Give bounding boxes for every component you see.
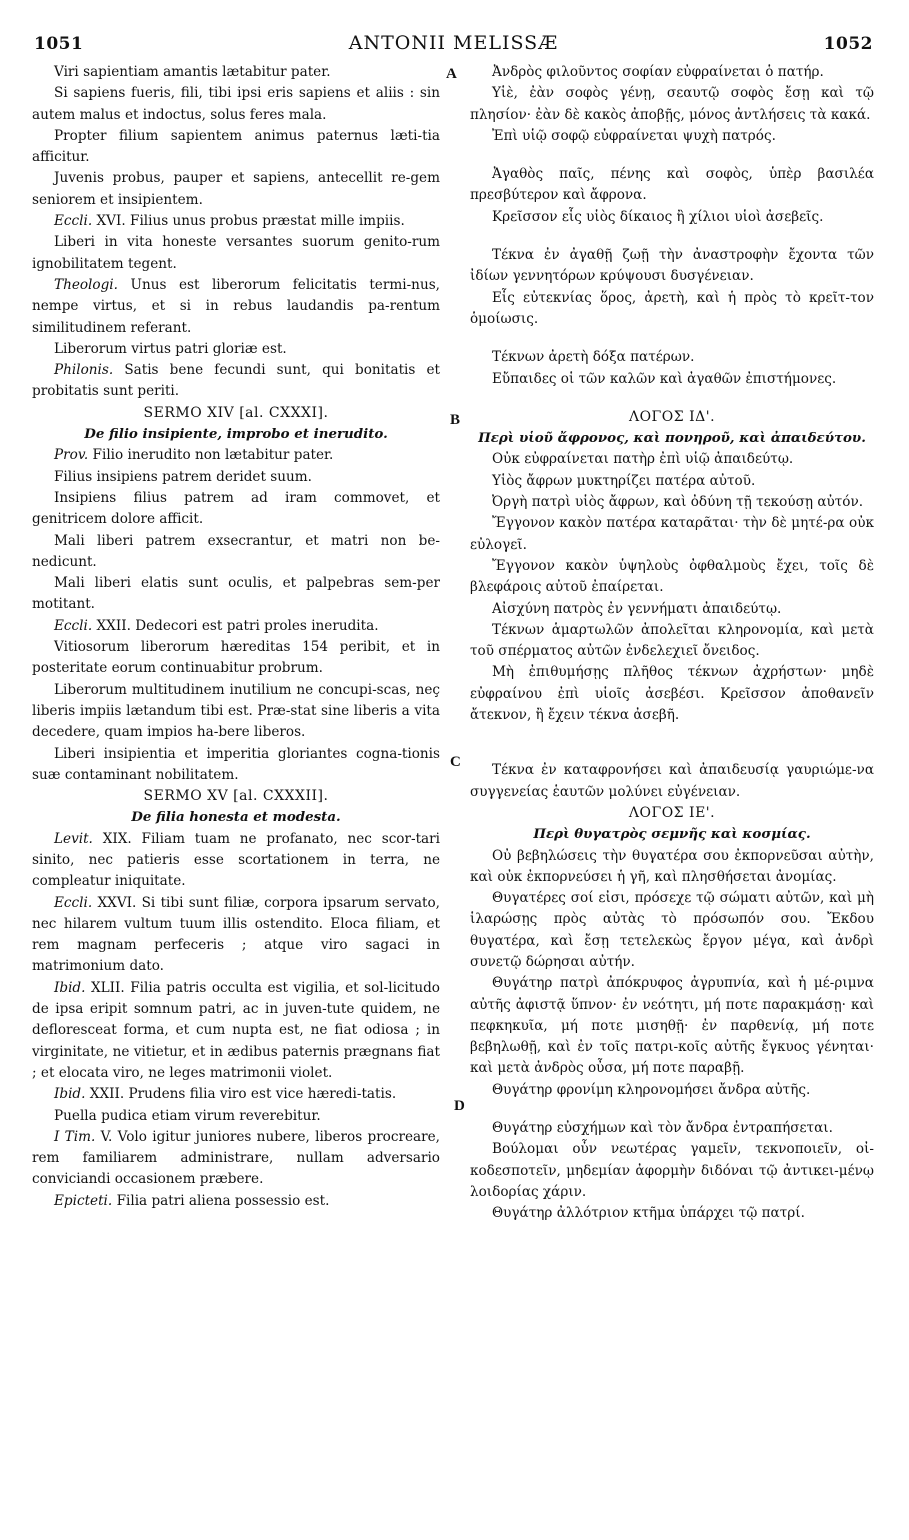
text-paragraph [32, 211, 440, 232]
text-paragraph [32, 829, 440, 893]
source-citation: Ibid. [54, 1086, 86, 1103]
paragraph-text: Viri sapientiam amantis lætabitur pater. [54, 64, 331, 80]
text-paragraph [470, 513, 874, 556]
text-paragraph [32, 531, 440, 574]
paragraph-text: Θυγάτηρ ἀλλότριον κτῆμα ὑπάρχει τῷ πατρί. [492, 1205, 805, 1222]
text-paragraph [32, 275, 440, 339]
text-paragraph [32, 62, 440, 83]
running-title: ANTONII MELISSÆ [348, 32, 559, 54]
paragraph-text: Κρεῖσσον εἷς υἱὸς δίκαιος ἢ χίλιοι υἱοὶ ἀσεβεῖς. [492, 208, 824, 225]
paragraph-text: V. Volo igitur juniores nubere, liberos procreare, rem familiarem administrare, nullam adversario conviciandi occasionem præbere. [32, 1128, 440, 1188]
text-paragraph [32, 1191, 440, 1212]
sermon-subtitle: Περὶ υἱοῦ ἄφρονος, καὶ πονηροῦ, καὶ ἀπαιδεύτου. [478, 430, 866, 447]
paragraph-text: Ἀγαθὸς παῖς, πένης καὶ σοφὸς, ὑπὲρ βασιλέα πρεσβύτερον καὶ ἄφρονα. [470, 166, 874, 204]
paragraph-text: Υἱὲ, ἐὰν σοφὸς γένῃ, σεαυτῷ σοφὸς ἔσῃ καὶ τῷ πλησίον· ἐὰν δὲ κακὸς ἀποβῇς, μόνος ἀντλήσεις τὰ κακά. [470, 85, 874, 123]
text-paragraph [32, 1084, 440, 1105]
sermon-subtitle: Περὶ θυγατρὸς σεμνῆς καὶ κοσμίας. [533, 826, 811, 843]
paragraph-text: Θυγάτηρ εὐσχήμων καὶ τὸν ἄνδρα ἐντραπήσεται. [492, 1120, 833, 1137]
paragraph-text: Liberorum multitudinem inutilium ne concupi-scas, neç liberis impiis lætandum tibi est. Præ-stat sine liberis a vita decedere, quam impios ha-bere liberos. [32, 681, 440, 741]
text-paragraph [470, 369, 874, 390]
text-paragraph [32, 232, 440, 275]
paragraph-text: Τέκνων ἁμαρτωλῶν ἀπολεῖται κληρονομία, καὶ μετὰ τοῦ σπέρματος αὐτῶν ἐνδελεχιεῖ ὄνειδος. [470, 621, 874, 660]
paragraph-text: Μὴ ἐπιθυμήσῃς πλῆθος τέκνων ἀχρήστων· μηδὲ εὐφραίνου ἐπὶ υἱοῖς ἀσεβέσι. Κρεῖσσον ἀποθανεῖν ἄτεκνον, ἢ ἔχειν τέκνα ἀσεβῆ. [470, 664, 874, 724]
paragraph-text: Υἱὸς ἄφρων μυκτηρίζει πατέρα αὐτοῦ. [492, 472, 756, 489]
page-header [34, 28, 873, 54]
paragraph-text: Liberorum virtus patri gloriæ est. [54, 340, 287, 357]
text-paragraph [32, 893, 440, 978]
text-paragraph [470, 556, 874, 599]
paragraph-text: Αἰσχύνη πατρὸς ἐν γεννήματι ἀπαιδεύτῳ. [492, 600, 782, 617]
paragraph-text: Ἔγγονον κακὸν ὑψηλοὺς ὀφθαλμοὺς ἔχει, τοῖς δὲ βλεφάροις αὐτοῦ ἐπαίρεται. [470, 557, 874, 596]
paragraph-text: Insipiens filius patrem ad iram commovet, et genitricem dolore afficit. [32, 489, 440, 528]
paragraph-text: Puella pudica etiam virum reverebitur. [54, 1107, 321, 1124]
text-paragraph [470, 888, 874, 973]
sermon-heading: ΛΟΓΟΣ ΙΔ'. [628, 408, 716, 425]
source-citation: Eccli. [54, 617, 93, 634]
latin-column [32, 62, 440, 1212]
text-paragraph [32, 616, 440, 637]
source-citation: Levit. [54, 830, 93, 847]
spacer [470, 228, 874, 245]
source-citation: Eccli. [54, 213, 93, 230]
paragraph-text: Θυγάτηρ φρονίμη κληρονομήσει ἄνδρα αὐτῆς. [492, 1081, 811, 1098]
text-paragraph [470, 83, 874, 126]
paragraph-text: XXVI. Si tibi sunt filiæ, corpora ipsarum servato, nec hilarem vultum tuum illis ostendito. Eloca filiam, et rem magnam perfeceris ; atque viro sagaci in matrimonium dato. [32, 894, 440, 975]
paragraph-text: Οὐκ εὐφραίνεται πατὴρ ἐπὶ υἱῷ ἀπαιδεύτῳ. [492, 451, 794, 468]
source-citation: Epicteti. [54, 1192, 113, 1209]
text-paragraph [470, 449, 874, 470]
text-paragraph [470, 126, 874, 147]
paragraph-text: Εὔπαιδες οἱ τῶν καλῶν καὶ ἀγαθῶν ἐπιστήμονες. [492, 370, 837, 387]
paragraph-text: XIX. Filiam tuam ne profanato, nec scor-tari sinito, nec patieris esse scortationem in terra, ne compleatur iniquitate. [32, 830, 440, 890]
paragraph-text: Τέκνα ἐν καταφρονήσει καὶ ἀπαιδευσίᾳ γαυριώμε-να συγγενείας ἑαυτῶν μολύνει εὐγένειαν. [470, 762, 874, 800]
text-paragraph [470, 245, 874, 288]
paragraph-text: Mali liberi elatis sunt oculis, et palpebras sem-per motitant. [32, 575, 440, 613]
text-paragraph [470, 599, 874, 620]
text-paragraph [32, 360, 440, 403]
paragraph-text: Filius insipiens patrem deridet suum. [54, 468, 312, 485]
paragraph-text: Ὀργὴ πατρὶ υἱὸς ἄφρων, καὶ ὀδύνη τῇ τεκούσῃ αὐτόν. [492, 494, 864, 511]
text-paragraph [32, 83, 440, 126]
text-paragraph [470, 62, 874, 83]
paragraph-text: Τέκνα ἐν ἀγαθῇ ζωῇ τὴν ἀναστροφὴν ἔχοντα τῶν ἰδίων γεννητόρων κρύψουσι δυσγένειαν. [470, 247, 874, 285]
margin-mark-b: B [450, 412, 461, 428]
source-citation: Ibid. [54, 979, 86, 996]
paragraph-text: Θυγάτηρ πατρὶ ἀπόκρυφος ἀγρυπνία, καὶ ἡ μέ-ριμνα αὐτῆς ἀφιστᾷ ὕπνον· ἐν νεότητι, μή ποτε παρακμάσῃ· καὶ πεφκηκυῖα, μή ποτε μισηθῇ· ἐν παρθενίᾳ, μή ποτε βεβηλωθῇ, καὶ ἐν τοῖς πατρι-κοῖς αὐτῆς ἔγκυος γένηται· καὶ μετὰ ἀνδρὸς οὖσα, μή ποτε παραβῇ. [470, 975, 874, 1077]
paragraph-text: Ἔγγονον κακὸν πατέρα καταρᾶται· τὴν δὲ μητέ-ρα οὐκ εὐλογεῖ. [470, 515, 874, 553]
paragraph-text: Τέκνων ἀρετὴ δόξα πατέρων. [492, 349, 695, 366]
text-paragraph [32, 168, 440, 211]
right-page-number: 1052 [823, 34, 873, 54]
text-paragraph [32, 637, 440, 680]
source-citation: Eccli. [54, 894, 93, 911]
text-paragraph [32, 126, 440, 169]
text-paragraph [32, 744, 440, 787]
paragraph-text: Βούλομαι οὖν νεωτέρας γαμεῖν, τεκνοποιεῖν, οἰ-κοδεσποτεῖν, μηδεμίαν ἀφορμὴν διδόναι τῷ ἀντικει-μένῳ λοιδορίας χάριν. [470, 1141, 874, 1200]
text-paragraph [32, 978, 440, 1084]
text-paragraph [470, 1080, 874, 1101]
text-paragraph [470, 471, 874, 492]
paragraph-text: Liberi in vita honeste versantes suorum genito-rum ignobilitatem tegent. [32, 234, 440, 272]
text-paragraph [470, 973, 874, 1079]
paragraph-text: Juvenis probus, pauper et sapiens, antecellit re-gem seniorem et insipientem. [32, 170, 440, 208]
text-paragraph [470, 846, 874, 889]
left-page-number: 1051 [34, 34, 84, 54]
source-citation: Philonis. [54, 362, 114, 379]
paragraph-text: Ἀνδρὸς φιλοῦντος σοφίαν εὐφραίνεται ὁ πατήρ. [492, 64, 824, 80]
source-citation: Prov. [54, 447, 89, 464]
paragraph-text: Mali liberi patrem exsecrantur, et matri non be-nedicunt. [32, 532, 440, 570]
sermon-subtitle: De filia honesta et modesta. [131, 809, 341, 826]
greek-column [470, 62, 874, 1225]
paragraph-text: XXII. Prudens filia viro est vice hæredi-tatis. [89, 1086, 397, 1103]
spacer [470, 726, 874, 760]
paragraph-text: Ἐπὶ υἱῷ σοφῷ εὐφραίνεται ψυχὴ πατρός. [492, 127, 776, 144]
margin-mark-d: D [454, 1098, 465, 1114]
text-paragraph [470, 662, 874, 726]
text-paragraph [32, 488, 440, 531]
paragraph-text: Propter filium sapientem animus paternus læti-tia afficitur. [32, 127, 440, 166]
paragraph-text: Οὐ βεβηλώσεις τὴν θυγατέρα σου ἐκπορνεῦσαι αὐτὴν, καὶ οὐκ ἐκπορνεύσει ἡ γῆ, καὶ πλησθήσεται ἀνομίας. [470, 847, 874, 885]
margin-mark-a: A [446, 66, 457, 82]
sermon-heading: SERMO XV [al. CXXXII]. [143, 788, 329, 805]
text-paragraph [470, 492, 874, 513]
paragraph-text: XLII. Filia patris occulta est vigilia, et sol-licitudo de ipsa eripit somnum patri, ac in juven-tute quidem, ne defloresceat forma, et cum nupta est, ne fiat odiosa ; in virginitate, ne vitietur, et in ædibus paternis prægnans fiat ; et elocata viro, ne leges matrimonii violet. [32, 979, 440, 1081]
text-paragraph [32, 1127, 440, 1191]
sermon-subtitle: De filio insipiente, improbo et inerudito. [84, 426, 388, 443]
text-paragraph [470, 347, 874, 368]
paragraph-text: Εἷς εὐτεκνίας ὅρος, ἀρετὴ, καὶ ἡ πρὸς τὸ κρεῖτ-τον ὁμοίωσις. [470, 289, 874, 327]
text-paragraph [32, 445, 440, 466]
text-paragraph [470, 288, 874, 331]
text-paragraph [32, 1106, 440, 1127]
paragraph-text: Θυγατέρες σοί εἰσι, πρόσεχε τῷ σώματι αὐτῶν, καὶ μὴ ἱλαρώσῃς πρὸς αὐτὰς τὸ πρόσωπόν σου. Ἔκδου θυγατέρα, καὶ ἔσῃ τετελεκὼς ἔργον μέγα, καὶ ἀνδρὶ συνετῷ δώρησαι αὐτήν. [470, 890, 874, 970]
text-paragraph [32, 680, 440, 744]
paragraph-text: Unus est liberorum felicitatis termi-nus, nempe virtus, et si in rebus laudandis pa-rentum similitudinem referant. [32, 276, 440, 336]
paragraph-text: XVI. Filius unus probus præstat mille impiis. [96, 213, 405, 230]
text-paragraph [32, 467, 440, 488]
text-paragraph [32, 573, 440, 616]
text-paragraph [470, 164, 874, 207]
paragraph-text: Filio inerudito non lætabitur pater. [92, 447, 334, 464]
paragraph-text: Si sapiens fueris, fili, tibi ipsi eris sapiens et aliis : sin autem malus et indoctus, solus feres mala. [32, 85, 440, 123]
paragraph-text: Vitiosorum liberorum hæreditas 154 peribit, et in posteritate eorum continuabitur probrum. [32, 639, 440, 677]
text-paragraph [470, 1118, 874, 1139]
margin-mark-c: C [450, 754, 461, 770]
text-paragraph [470, 760, 874, 803]
paragraph-text: Filia patri aliena possessio est. [116, 1192, 330, 1209]
sermon-heading: ΛΟΓΟΣ ΙΕ'. [628, 804, 716, 821]
source-citation: Theologi. [54, 276, 118, 293]
text-paragraph [32, 339, 440, 360]
paragraph-text: Liberi insipientia et imperitia gloriantes cogna-tionis suæ contaminant nobilitatem. [32, 745, 440, 783]
text-paragraph [470, 620, 874, 663]
text-paragraph [470, 1139, 874, 1203]
paragraph-text: Satis bene fecundi sunt, qui bonitatis et probitatis sunt periti. [32, 362, 440, 400]
sermon-heading: SERMO XIV [al. CXXXI]. [143, 404, 329, 421]
spacer [470, 390, 874, 407]
spacer [470, 1101, 874, 1118]
paragraph-text: XXII. Dedecori est patri proles inerudita. [96, 617, 379, 634]
spacer [470, 330, 874, 347]
text-paragraph [470, 207, 874, 228]
spacer [470, 147, 874, 164]
text-paragraph [470, 1203, 874, 1224]
source-citation: I Tim. [54, 1128, 96, 1145]
